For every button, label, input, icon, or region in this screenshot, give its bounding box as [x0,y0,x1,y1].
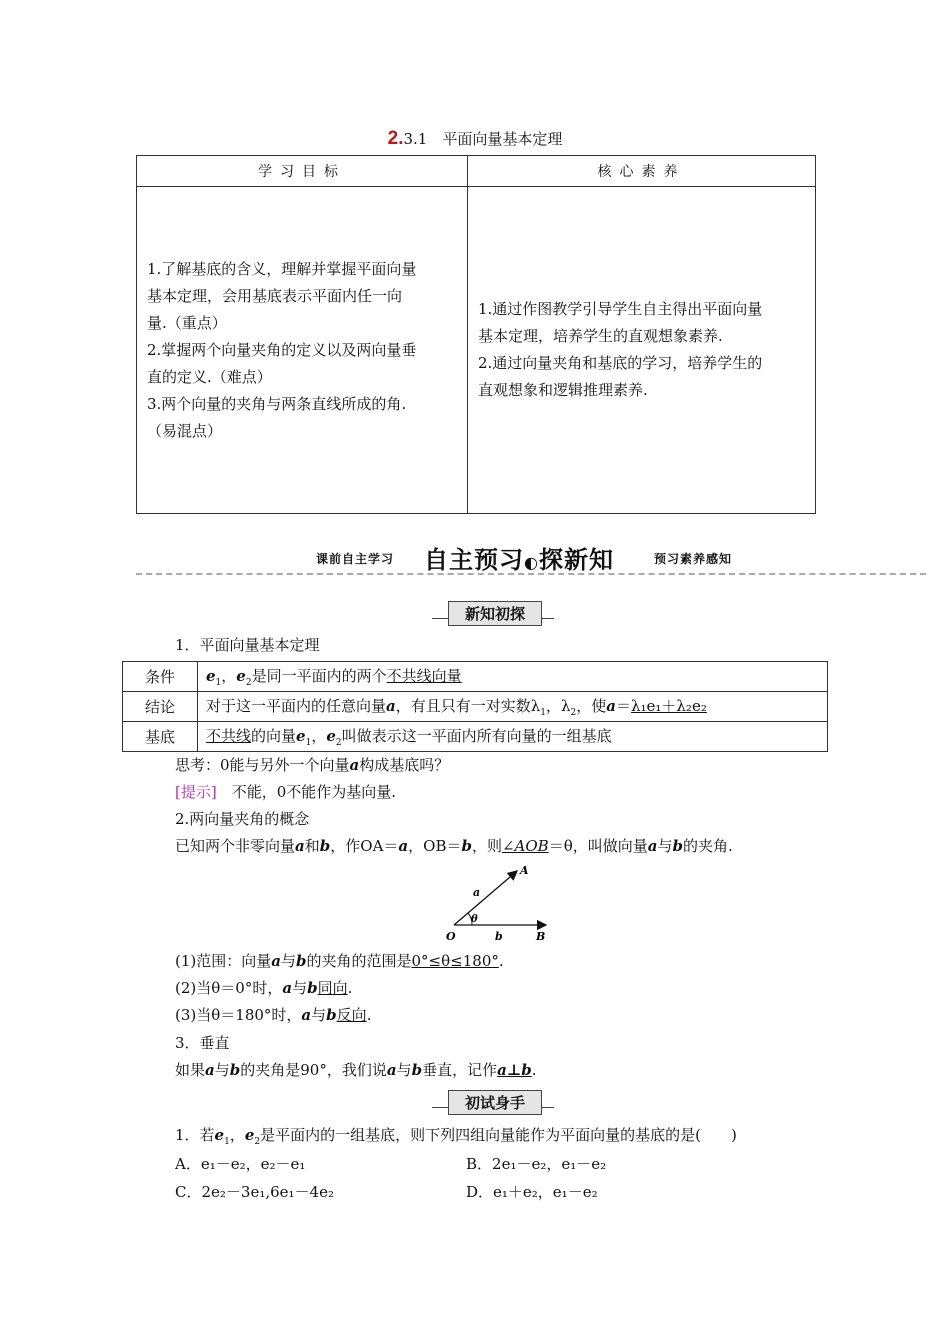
core-header: 核心素养 [467,156,815,187]
t: 是同一平面内的两个 [251,667,387,685]
t-underline: 不共线 [206,727,252,745]
t: 与 [214,1061,230,1079]
row-condition [198,662,828,692]
vec: a [301,1006,312,1024]
vec: e [296,727,306,745]
banner-divider [136,573,926,575]
vec: a [205,1061,215,1079]
t: (3)当θ＝180°时， [175,1006,302,1024]
sub: 2 [245,678,252,688]
t: 和 [304,837,320,855]
hint-line [175,781,396,802]
core-line: 2.通过向量夹角和基底的学习，培养学生的 [477,354,763,372]
t-underline: ∠AOB [501,837,549,855]
row-key: 结论 [123,692,198,722]
angle-range [175,950,504,971]
t: ， [221,667,237,685]
goal-line: 3.两个向量的夹角与两条直线所成的角. [147,394,407,413]
t: 叫做表示这一平面内所有向量的一组基底 [341,727,612,745]
page-title [0,128,950,150]
vec: a [606,697,616,715]
s3-title: 3．垂直 [175,1034,230,1052]
t: 如果 [175,1061,206,1079]
tag-try-it: 初试身手 [448,1090,542,1115]
angle-figure [440,862,560,944]
t: 是平面内的一组基底，则下列四组向量能作为平面向量的基底的是( ) [260,1126,737,1144]
t: 1．若 [175,1126,215,1144]
goal-line: （易混点） [147,421,223,440]
sub: 2 [254,1137,261,1147]
vec: b [319,837,331,855]
t: ＝θ，叫做向量 [548,837,648,855]
vec: b [229,1061,241,1079]
t: 与 [311,1006,327,1024]
core-line: 基本定理，培养学生的直观想象素养. [477,327,723,345]
row-basis [198,722,828,752]
t: ， [229,1126,245,1144]
theorem-table [122,661,828,752]
core-line: 直观想象和逻辑推理素养. [477,381,648,399]
t: 的夹角. [683,837,733,855]
vec: b [296,952,307,970]
same-direction [175,977,352,998]
t: 的夹角的范围是 [306,952,412,970]
label-b: b [495,930,503,943]
vec: a [386,697,396,715]
t: (2)当θ＝0°时， [175,979,283,997]
goals-content [137,187,468,514]
s1-title: 1．平面向量基本定理 [175,636,320,654]
vec: b [461,837,472,855]
t: ，有且只有一对实数λ [395,697,541,715]
banner-sep-icon: ◐ [524,553,539,572]
section-number: 2. [387,128,404,149]
t: 垂直，记作 [422,1061,498,1079]
label-theta: θ [471,914,478,925]
goal-line: 直的定义.（难点） [147,367,272,386]
banner-main [424,540,614,575]
t: 构成基底吗？ [359,756,450,774]
question-1 [175,1124,737,1147]
sub: 2 [570,708,577,718]
vec: b [307,979,318,997]
t: . [498,952,504,970]
think-question [175,754,449,775]
label-B: B [536,930,546,943]
vec: a [295,837,305,855]
vec: a [349,756,360,774]
t-underline: 反向 [336,1006,367,1024]
tag-new-knowledge: 新知初探 [448,601,542,626]
label-A: A [520,864,529,877]
t: 不能，0不能作为基向量. [216,783,397,801]
option-d[interactable]: D．e₁＋e₂，e₁－e₂ [466,1183,598,1201]
banner-left: 课前自主学习 [316,552,395,566]
t: . [347,979,353,997]
t: . [366,1006,372,1024]
opposite-direction [175,1004,371,1025]
t: 已知两个非零向量 [175,837,296,855]
t: 的向量 [251,727,297,745]
option-b[interactable]: B．2e₁－e₂，e₁－e₂ [466,1155,607,1173]
t: 对于这一平面内的任意向量 [206,697,387,715]
vec: a [282,979,293,997]
t: 与 [292,979,308,997]
core-content [467,187,815,514]
row-conclusion [198,692,828,722]
t: ，OB＝ [408,837,462,855]
vec: e [244,1126,255,1144]
vec: a [398,837,409,855]
section-title: 3.1 平面向量基本定理 [403,130,563,148]
vec: a [271,952,281,970]
sub: 2 [335,738,342,748]
vec: e [214,1126,225,1144]
vec: e [236,667,246,685]
t-underline: 不共线向量 [386,667,462,685]
t-underline: 0°≤θ≤180° [411,952,499,970]
t: ， [311,727,327,745]
vec: b [411,1061,423,1079]
vec: b [326,1006,337,1024]
section-banner [136,540,926,580]
angle-definition [175,835,733,856]
sub: 1 [305,738,312,748]
t: 思考：0能与另外一个向量 [175,756,350,774]
banner-main-1: 自主预习 [424,546,524,574]
t: (1)范围：向量 [175,952,272,970]
option-c[interactable]: C．2e₂－3e₁,6e₁－4e₂ [175,1183,334,1201]
goals-header: 学习目标 [137,156,468,187]
hint-label: [提示] [175,783,217,801]
t: 与 [280,952,296,970]
banner-main-2: 探新知 [538,546,614,574]
label-a: a [473,886,481,899]
t: 的夹角是90°，我们说 [240,1061,387,1079]
vector-a-arrow [454,871,517,925]
row-key: 条件 [123,662,198,692]
goal-line: 基本定理，会用基底表示平面内任一向 [147,286,403,305]
t-underline: 同向 [317,979,348,997]
t: ＝ [616,697,632,715]
sub: 1 [540,708,546,718]
row-key: 基底 [123,722,198,752]
s2-title: 2.两向量夹角的概念 [175,810,310,828]
option-a[interactable]: A．e₁－e₂，e₂－e₁ [175,1155,306,1173]
t: ，λ [546,697,571,715]
vec: a [647,837,658,855]
t: 与 [396,1061,412,1079]
goal-line: 1.了解基底的含义，理解并掌握平面向量 [147,259,417,278]
banner-right: 预习素养感知 [654,552,733,566]
perpendicular-def [175,1059,537,1080]
t: 与 [657,837,673,855]
t-underline: λ₁e₁＋λ₂e₂ [631,697,707,715]
vec: a [386,1061,397,1079]
sub: 1 [224,1137,230,1147]
t: . [531,1061,537,1079]
t: ，使 [576,697,607,715]
t: ，作OA＝ [330,837,399,855]
t-underline: a⊥b [497,1061,532,1079]
sub: 1 [215,678,222,688]
vec: b [672,837,684,855]
goal-line: 2.掌握两个向量夹角的定义以及两向量垂 [147,340,417,359]
vec: e [326,727,336,745]
label-O: O [446,930,456,943]
goals-table [136,155,816,514]
vec: e [206,667,216,685]
core-line: 1.通过作图教学引导学生自主得出平面向量 [477,300,763,318]
goal-line: 量.（重点） [147,313,227,332]
t: ，则 [471,837,502,855]
